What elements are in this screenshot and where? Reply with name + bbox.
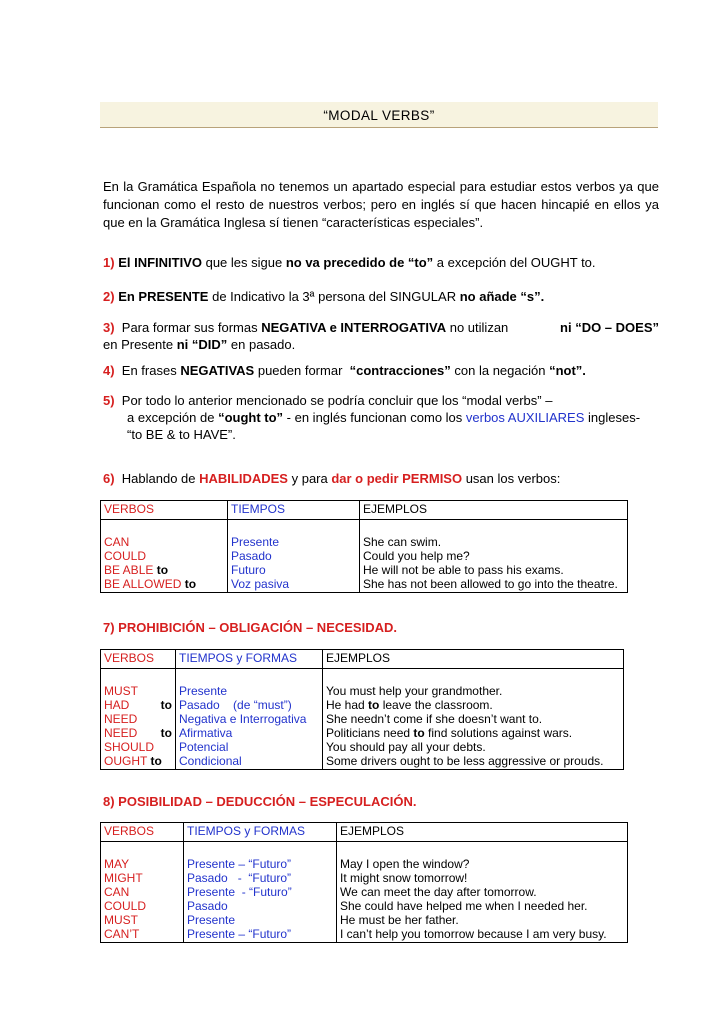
verbs-cell: CAN COULD BE ABLE to BE ALLOWED to <box>101 520 228 593</box>
table-header: TIEMPOS <box>228 501 360 520</box>
point-5: 5) Por todo lo anterior mencionado se podría concluir que los “modal verbs” – a excepción de “ought to” - en inglés funcionan como los verbos AUXILIARES ingleses- “to BE & to HAVE”. <box>103 393 641 442</box>
heading-7: 7) PROHIBICIÓN – OBLIGACIÓN – NECESIDAD. <box>103 620 397 635</box>
tenses-cell: Presente – “Futuro” Pasado - “Futuro” Presente - “Futuro” Pasado Presente Presente – “Futuro” <box>184 842 337 943</box>
table-header: EJEMPLOS <box>360 501 628 520</box>
table-header: VERBOS <box>101 501 228 520</box>
point-1: 1) El INFINITIVO que les sigue no va precedido de “to” a excepción del OUGHT to. <box>103 255 596 270</box>
table-header: VERBOS <box>101 823 184 842</box>
point-6: 6) Hablando de HABILIDADES y para dar o pedir PERMISO usan los verbos: <box>103 471 561 486</box>
verbs-cell: MUST HAD to NEED NEED to SHOULD OUGHT to <box>101 669 176 770</box>
verbs-cell: MAY MIGHT CAN COULD MUST CAN’T <box>101 842 184 943</box>
point-3: 3) Para formar sus formas NEGATIVA e INTERROGATIVA no utilizan ni “DO – DOES” en Presente ni “DID” en pasado. <box>103 320 659 352</box>
table-header: TIEMPOS y FORMAS <box>184 823 337 842</box>
table-possibility <box>100 822 628 943</box>
table-header: EJEMPLOS <box>323 650 624 669</box>
intro-paragraph: En la Gramática Española no tenemos un apartado especial para estudiar estos verbos ya que funcionan como el resto de nuestros verbos; pero en inglés sí que hacen hincapié en ellos ya que en la Gramática Inglesa sí tienen “características especiales”. <box>103 179 659 230</box>
table-header: EJEMPLOS <box>337 823 628 842</box>
table-abilities <box>100 500 628 593</box>
examples-cell: You must help your grandmother. He had to leave the classroom. She needn’t come if she doesn’t want to. Politicians need to find solutions against wars. You should pay all your debts. Some drivers ought to be less aggressive or prouds. <box>323 669 624 770</box>
point-2: 2) En PRESENTE de Indicativo la 3ª persona del SINGULAR no añade “s”. <box>103 289 545 304</box>
table-prohibition <box>100 649 624 770</box>
point-4: 4) En frases NEGATIVAS pueden formar “contracciones” con la negación “not”. <box>103 363 586 378</box>
tenses-cell: Presente Pasado (de “must”) Negativa e Interrogativa Afirmativa Potencial Condicional <box>176 669 323 770</box>
examples-cell: She can swim. Could you help me? He will not be able to pass his exams. She has not been allowed to go into the theatre. <box>360 520 628 593</box>
examples-cell: May I open the window? It might snow tomorrow! We can meet the day after tomorrow. She could have helped me when I needed her. He must be her father. I can’t help you tomorrow because I am very busy. <box>337 842 628 943</box>
page-title: “MODAL VERBS” <box>323 108 435 123</box>
tenses-cell: Presente Pasado Futuro Voz pasiva <box>228 520 360 593</box>
heading-8: 8) POSIBILIDAD – DEDUCCIÓN – ESPECULACIÓN. <box>103 794 417 809</box>
table-header: TIEMPOS y FORMAS <box>176 650 323 669</box>
title-bar <box>100 102 658 128</box>
table-header: VERBOS <box>101 650 176 669</box>
